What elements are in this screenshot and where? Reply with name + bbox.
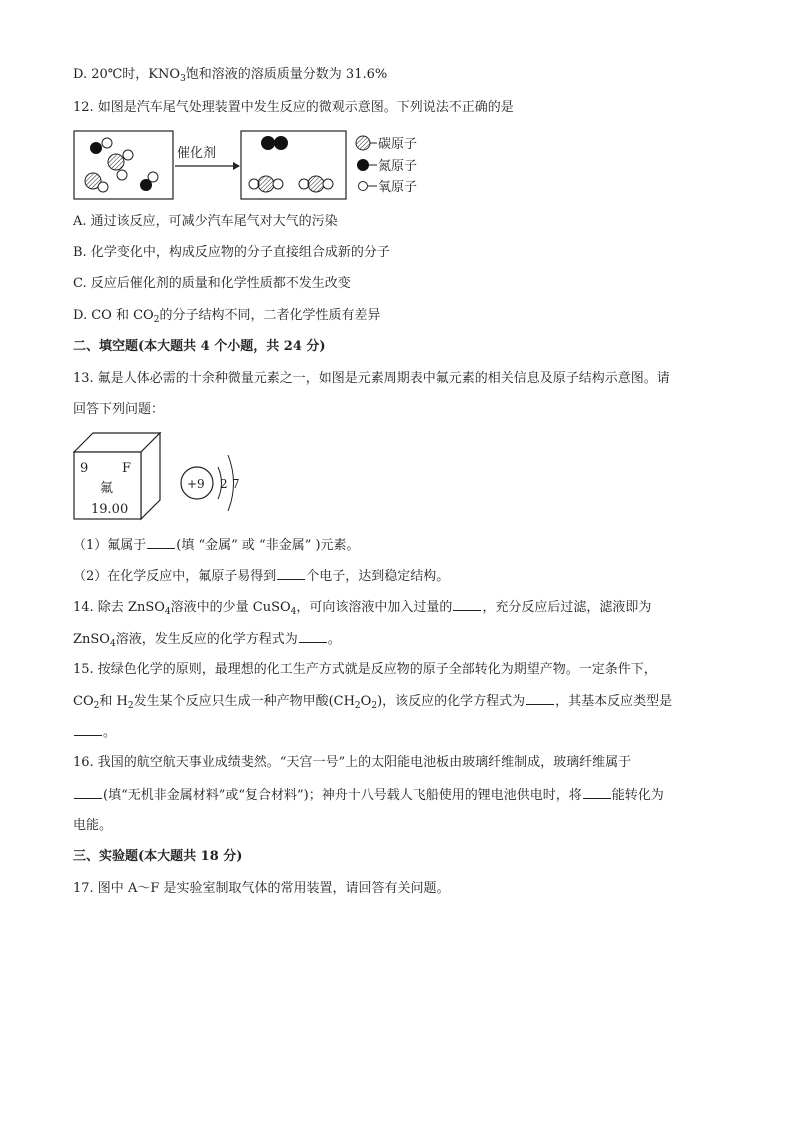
answer-blank[interactable] bbox=[583, 786, 611, 799]
text: (填“无机非金属材料”或“复合材料”)；神舟十八号载人飞船使用的锂电池供电时，将 bbox=[103, 788, 582, 803]
shell-2-count: 7 bbox=[232, 477, 240, 491]
legend-carbon-icon bbox=[356, 136, 370, 150]
carbon-atom bbox=[308, 176, 324, 192]
legend-oxygen-label: 氧原子 bbox=[378, 180, 418, 195]
reaction-micro-diagram bbox=[73, 126, 453, 202]
subscript: 2 bbox=[153, 315, 160, 325]
q16-line3: 电能。 bbox=[73, 818, 113, 833]
oxygen-atom bbox=[123, 150, 133, 160]
text: D. CO 和 CO bbox=[73, 308, 154, 323]
legend-carbon-label: 碳原子 bbox=[378, 137, 418, 152]
q13-part1 bbox=[73, 536, 360, 555]
text: 。 bbox=[327, 632, 341, 647]
answer-blank[interactable] bbox=[526, 692, 554, 705]
answer-blank[interactable] bbox=[453, 598, 481, 611]
section-2-heading: 二、填空题(本大题共 4 个小题，共 24 分) bbox=[73, 339, 326, 354]
q11-option-d bbox=[73, 66, 387, 84]
subscript: 2 bbox=[127, 701, 134, 711]
text: O bbox=[360, 694, 372, 709]
subscript: 2 bbox=[371, 701, 378, 711]
text: ，其基本反应类型是 bbox=[555, 694, 673, 709]
q17-stem: 17. 图中 A～F 是实验室制取气体的常用装置，请回答有关问题。 bbox=[73, 881, 450, 896]
text: )，该反应的化学方程式为 bbox=[377, 694, 526, 709]
fluorine-element-diagram bbox=[73, 432, 253, 522]
q15-line3 bbox=[73, 723, 116, 742]
oxygen-atom bbox=[148, 172, 158, 182]
atomic-mass: 19.00 bbox=[91, 502, 129, 517]
nitrogen-atom bbox=[274, 136, 288, 150]
subscript: 4 bbox=[109, 639, 116, 649]
oxygen-atom bbox=[117, 170, 127, 180]
answer-blank[interactable] bbox=[147, 536, 175, 549]
q12-option-c: C. 反应后催化剂的质量和化学性质都不发生改变 bbox=[73, 276, 351, 291]
text: （2）在化学反应中，氟原子易得到 bbox=[73, 569, 277, 584]
legend-nitrogen-label: 氮原子 bbox=[378, 159, 418, 174]
element-name: 氟 bbox=[100, 481, 114, 496]
arrow-head bbox=[233, 162, 240, 170]
text: 发生某个反应只生成一种产物甲酸(CH bbox=[133, 694, 355, 709]
legend-oxygen-icon bbox=[359, 182, 368, 191]
q13-stem-line1: 13. 氟是人体必需的十余种微量元素之一，如图是元素周期表中氟元素的相关信息及原子结构示意图。请 bbox=[73, 371, 670, 386]
oxygen-atom bbox=[273, 179, 283, 189]
element-symbol: F bbox=[122, 461, 132, 476]
text: 饱和溶液的溶质质量分数为 31.6% bbox=[185, 67, 388, 82]
q15-line1: 15. 按绿色化学的原则，最理想的化工生产方式就是反应物的原子全部转化为期望产物。一定条件下， bbox=[73, 662, 657, 677]
text: 的分子结构不同，二者化学性质有差异 bbox=[159, 308, 381, 323]
text: 个电子，达到稳定结构。 bbox=[306, 569, 450, 584]
answer-blank[interactable] bbox=[299, 630, 327, 643]
q13-part2 bbox=[73, 567, 449, 586]
text: ZnSO bbox=[73, 632, 110, 647]
subscript: 4 bbox=[290, 607, 297, 617]
q12-option-a: A. 通过该反应，可减少汽车尾气对大气的污染 bbox=[73, 214, 338, 229]
subscript: 4 bbox=[164, 607, 171, 617]
answer-blank[interactable] bbox=[74, 786, 102, 799]
catalyst-label: 催化剂 bbox=[177, 146, 217, 161]
text: （1）氟属于 bbox=[73, 538, 147, 553]
q14-line2 bbox=[73, 630, 341, 649]
atomic-number: 9 bbox=[80, 461, 89, 476]
subscript: 3 bbox=[180, 74, 186, 84]
oxygen-atom bbox=[323, 179, 333, 189]
q13-stem-line2: 回答下列问题： bbox=[73, 402, 165, 417]
text: 。 bbox=[103, 725, 117, 740]
q12-option-b: B. 化学变化中，构成反应物的分子直接组合成新的分子 bbox=[73, 245, 390, 260]
q12-stem: 12. 如图是汽车尾气处理装置中发生反应的微观示意图。下列说法不正确的是 bbox=[73, 100, 514, 115]
text: CO bbox=[73, 694, 94, 709]
carbon-atom bbox=[108, 154, 124, 170]
nitrogen-atom bbox=[261, 136, 275, 150]
subscript: 2 bbox=[354, 701, 361, 711]
q14-line1 bbox=[73, 598, 651, 617]
section-3-heading: 三、实验题(本大题共 18 分) bbox=[73, 849, 243, 864]
answer-blank[interactable] bbox=[74, 723, 102, 736]
carbon-atom bbox=[258, 176, 274, 192]
oxygen-atom bbox=[98, 182, 108, 192]
nucleus-charge: +9 bbox=[187, 477, 205, 491]
text: ，可向该溶液中加入过量的 bbox=[296, 600, 453, 615]
q12-option-d bbox=[73, 307, 380, 325]
shell-1-count: 2 bbox=[220, 477, 228, 491]
q15-line2 bbox=[73, 692, 672, 711]
q16-line2 bbox=[73, 786, 664, 805]
text: 溶液中的少量 CuSO bbox=[170, 600, 291, 615]
text: (填 “金属” 或 “非金属” )元素。 bbox=[176, 538, 360, 553]
q16-line1: 16. 我国的航空航天事业成绩斐然。“天宫一号”上的太阳能电池板由玻璃纤维制成，玻璃纤维属于 bbox=[73, 755, 632, 770]
text: 和 H bbox=[99, 694, 128, 709]
text: ，充分反应后过滤，滤液即为 bbox=[482, 600, 652, 615]
subscript: 2 bbox=[93, 701, 100, 711]
answer-blank[interactable] bbox=[277, 567, 305, 580]
oxygen-atom bbox=[102, 138, 112, 148]
legend-nitrogen-icon bbox=[357, 159, 369, 171]
text: 溶液，发生反应的化学方程式为 bbox=[115, 632, 298, 647]
text: D. 20℃时，KNO bbox=[73, 67, 181, 82]
text: 14. 除去 ZnSO bbox=[73, 600, 165, 615]
nitrogen-atom bbox=[90, 142, 102, 154]
text: 能转化为 bbox=[611, 788, 664, 803]
